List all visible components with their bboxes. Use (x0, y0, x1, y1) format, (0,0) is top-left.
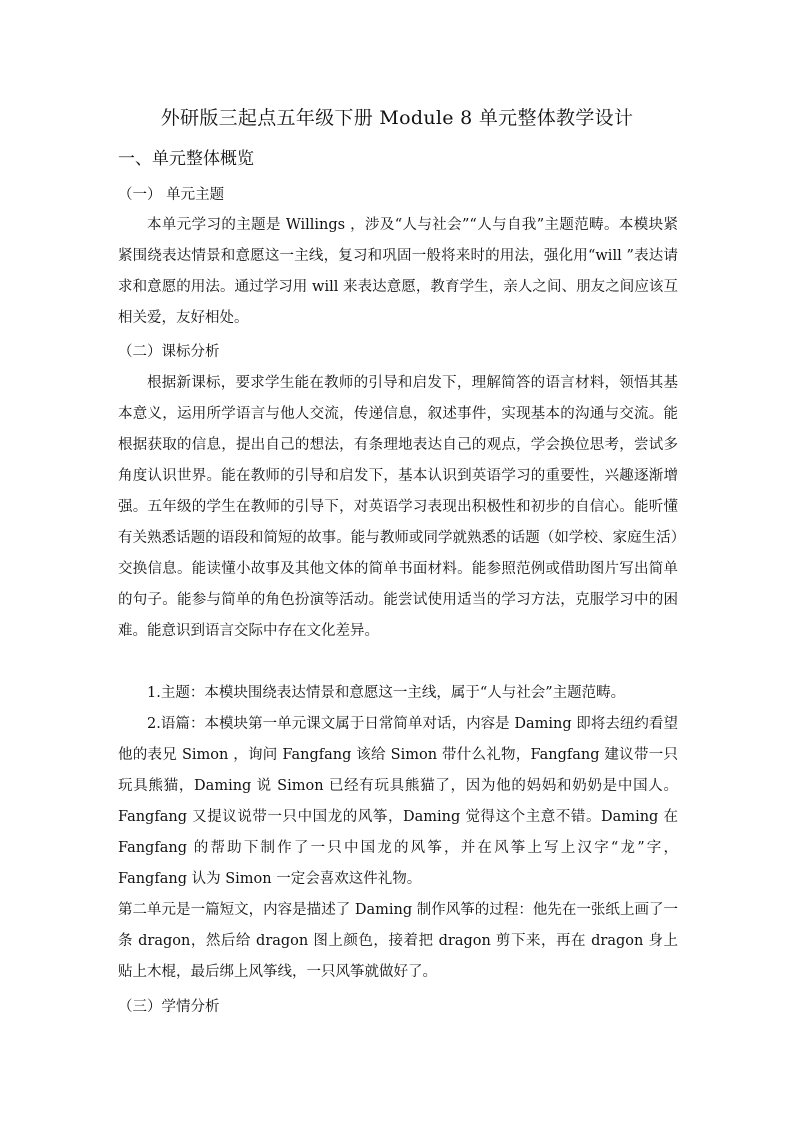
paragraph-curriculum: 根据新课标，要求学生能在教师的引导和启发下，理解简答的语言材料，领悟其基本意义，运用所学语言与他人交流，传递信息，叙述事件，实现基本的沟通与交流。能根据获取的信息，提出自己的想法，有条理地表达自己的观点，学会换位思考，尝试多角度认识世界。能在教师的引导和启发下，基本认识到英语学习的重要性，兴趣逐渐增强。五年级的学生在教师的引导下，对英语学习表现出积极性和初步的自信心。能听懂有关熟悉话题的语段和简短的故事。能与教师或同学就熟悉的话题（如学校、家庭生活）交换信息。能读懂小故事及其他文体的简单书面材料。能参照范例或借助图片写出简单的句子。能参与简单的角色扮演等活动。能尝试使用适当的学习方法，克服学习中的困难。能意识到语言交际中存在文化差异。 (118, 375, 678, 639)
paragraph-theme: 本单元学习的主题是 Willings ，涉及“人与社会”“人与自我”主题范畴。本模块紧紧围绕表达情景和意愿这一主线，复习和巩固一般将来时的用法，强化用“will ”表达请求和意愿的用法。通过学习用 will 来表达意愿，教育学生，亲人之间、朋友之间应该互相关爱，友好相处。 (118, 217, 678, 326)
subsection-heading-curriculum: （二）课标分析 (118, 344, 220, 360)
list-item-topic: 1.主题：本模块围绕表达情景和意愿这一主线，属于“人与社会”主题范畴。 (147, 685, 626, 701)
paragraph-unit2: 第二单元是一篇短文，内容是描述了 Daming 制作风筝的过程：他先在一张纸上画了一条 dragon，然后给 dragon 图上颜色，接着把 dragon 剪下来，再在 dragon 身上贴上木棍，最后绑上风筝线，一只风筝就做好了。 (118, 902, 678, 980)
subsection-heading-learner-analysis: （三）学情分析 (118, 999, 220, 1015)
document-title: 外研版三起点五年级下册 Module 8 单元整体教学设计 (160, 107, 634, 129)
section-heading-overview: 一、单元整体概览 (118, 149, 254, 169)
subsection-heading-theme: （一） 单元主题 (118, 187, 225, 203)
list-item-discourse: 2.语篇：本模块第一单元课文属于日常简单对话，内容是 Daming 即将去纽约看望他的表兄 Simon ，询问 Fangfang 该给 Simon 带什么礼物，Fangfang 建议带一只玩具熊猫，Daming 说 Simon 已经有玩具熊猫了，因为他的妈妈和奶奶是中国人。Fangfang 又提议说带一只中国龙的风筝，Daming 觉得这个主意不错。Daming 在 Fangfang 的帮助下制作了一只中国龙的风筝，并在风筝上写上汉字“龙”字，Fangfang 认为 Simon 一定会喜欢这件礼物。 (118, 716, 678, 887)
